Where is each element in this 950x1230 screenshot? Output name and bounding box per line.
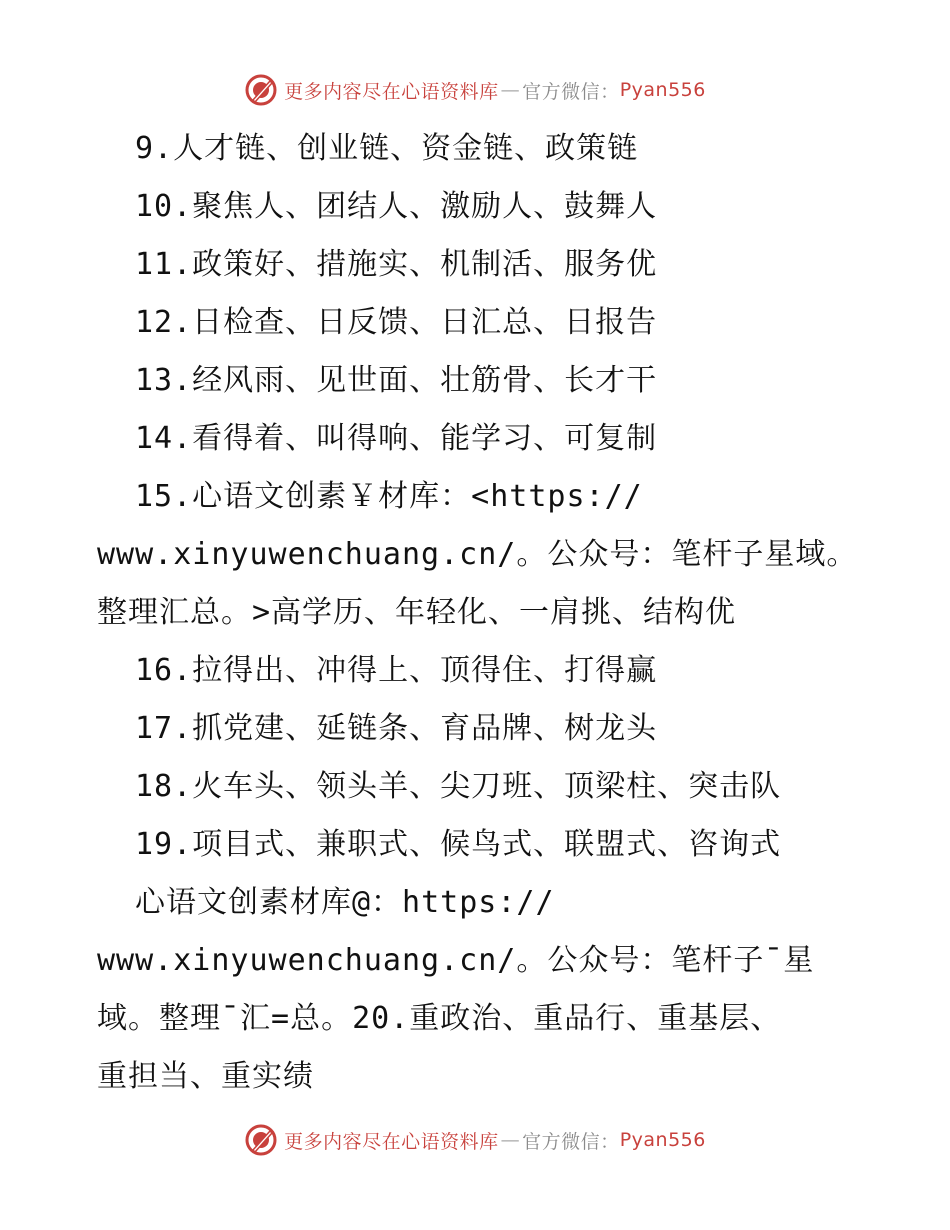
text-line: 14.看得着、叫得响、能学习、可复制	[135, 421, 658, 456]
text-line: 10.聚焦人、团结人、激励人、鼓舞人	[135, 189, 658, 224]
footer-watermark-account: Pyan556	[619, 1129, 706, 1151]
footer-watermark	[0, 1120, 950, 1160]
footer-watermark-separator: —	[500, 1129, 521, 1151]
header-watermark	[0, 70, 950, 110]
header-watermark-separator: —	[500, 79, 521, 101]
text-line: www.xinyuwenchuang.cn/。公众号：笔杆子星域。	[97, 537, 858, 572]
header-watermark-account: Pyan556	[619, 79, 706, 101]
text-line: 15.心语文创素￥材库：<https://	[135, 479, 643, 514]
text-line: 17.抓党建、延链条、育品牌、树龙头	[135, 711, 658, 746]
quill-seal-icon	[244, 73, 278, 107]
text-line: 心语文创素材库@：https://	[135, 885, 555, 920]
text-line: 16.拉得出、冲得上、顶得住、打得赢	[135, 653, 658, 688]
text-line: 域。整理¯汇=总。20.重政治、重品行、重基层、	[97, 1001, 782, 1036]
text-line: 9.人才链、创业链、资金链、政策链	[135, 131, 639, 166]
footer-watermark-official: 官方微信：	[522, 1130, 620, 1153]
text-line: 11.政策好、措施实、机制活、服务优	[135, 247, 658, 282]
text-line: 13.经风雨、见世面、壮筋骨、长才干	[135, 363, 658, 398]
text-line: 12.日检查、日反馈、日汇总、日报告	[135, 305, 658, 340]
text-line: 19.项目式、兼职式、候鸟式、联盟式、咨询式	[135, 827, 782, 862]
header-watermark-official: 官方微信：	[522, 80, 620, 103]
text-line: www.xinyuwenchuang.cn/。公众号：笔杆子¯星	[97, 943, 815, 978]
text-line: 重担当、重实绩	[97, 1059, 314, 1094]
header-watermark-text: 更多内容尽在心语资料库	[284, 80, 499, 103]
text-line: 整理汇总。>高学历、年轻化、一肩挑、结构优	[97, 595, 737, 630]
text-line: 18.火车头、领头羊、尖刀班、顶梁柱、突击队	[135, 769, 782, 804]
footer-watermark-text: 更多内容尽在心语资料库	[284, 1130, 499, 1153]
quill-seal-icon	[244, 1123, 278, 1157]
